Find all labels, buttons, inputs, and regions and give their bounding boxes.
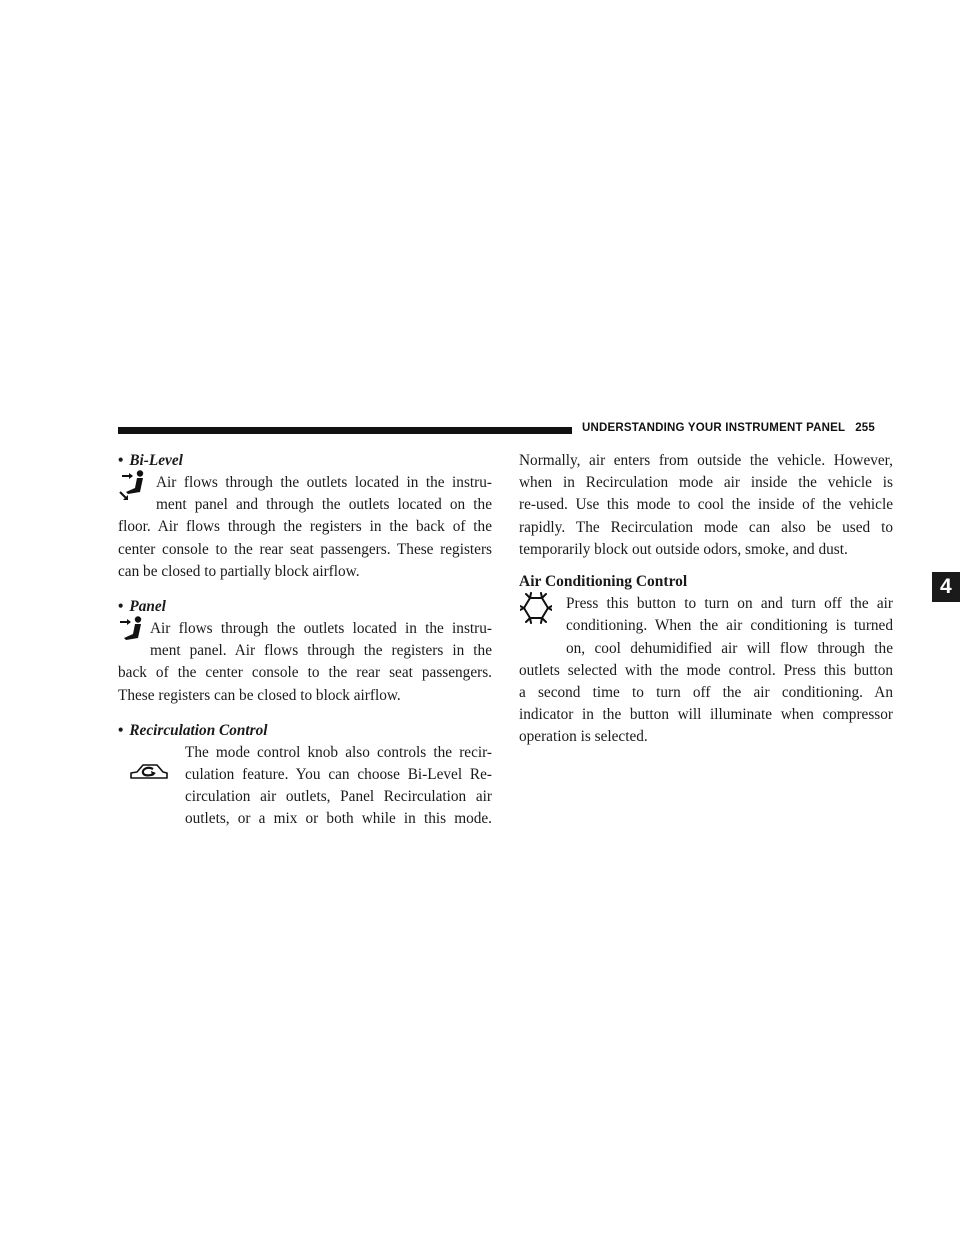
- ac-line-6: indicator in the button will illuminate when compressor: [519, 706, 893, 724]
- recirculation-car-icon: [128, 760, 170, 784]
- bi-level-line-5: can be closed to partially block airflow.: [118, 562, 360, 580]
- recirculation-heading: • Recirculation Control: [118, 721, 268, 739]
- intro-line-5: temporarily block out outside odors, smoke, and dust.: [519, 540, 848, 558]
- recirculation-line-2: culation feature. You can choose Bi-Level Re-: [185, 766, 492, 784]
- recirculation-line-4: outlets, or a mix or both while in this mode.: [185, 810, 492, 828]
- ac-line-5: a second time to turn off the air conditioning. An: [519, 684, 893, 702]
- intro-line-3: re-used. Use this mode to cool the inside of the vehicle: [519, 496, 893, 514]
- bi-level-line-2: ment panel and through the outlets located on the: [156, 496, 492, 514]
- running-header: [582, 422, 875, 434]
- chapter-tab: 4: [932, 572, 960, 602]
- panel-line-1: Air flows through the outlets located in the instru-: [150, 620, 492, 638]
- recirculation-section: [118, 720, 492, 831]
- recirculation-line-1: The mode control knob also controls the recir-: [185, 743, 492, 761]
- bi-level-line-1: Air flows through the outlets located in the instru-: [156, 474, 492, 491]
- bi-level-section: [118, 450, 492, 583]
- panel-body: [118, 618, 492, 707]
- left-column: [118, 450, 492, 844]
- panel-line-4: These registers can be closed to block airflow.: [118, 686, 401, 704]
- bi-level-line-4: center console to the rear seat passengers. These registers: [118, 540, 492, 558]
- recirculation-body: [118, 742, 492, 831]
- ac-line-2: conditioning. When the air conditioning is turned: [566, 617, 893, 635]
- panel-line-3: back of the center console to the rear seat passengers.: [118, 664, 492, 682]
- header-rule: [118, 427, 572, 434]
- ac-line-3: on, cool dehumidified air will flow through the: [566, 639, 893, 657]
- intro-line-2: when in Recirculation mode air inside the vehicle is: [519, 474, 893, 492]
- panel-section: [118, 596, 492, 707]
- bi-level-airflow-icon: [118, 470, 146, 504]
- ac-line-1: Press this button to turn on and turn off the air: [566, 595, 893, 613]
- panel-airflow-icon: [118, 616, 144, 650]
- bi-level-heading: • Bi-Level: [118, 452, 183, 469]
- header-title: UNDERSTANDING YOUR INSTRUMENT PANEL: [582, 422, 846, 434]
- right-column: [519, 450, 893, 749]
- ac-line-7: operation is selected.: [519, 728, 648, 746]
- page-number: 255: [855, 422, 875, 434]
- ac-body: [519, 593, 893, 748]
- recirculation-line-3: circulation air outlets, Panel Recirculation air: [185, 788, 492, 806]
- ac-line-4: outlets selected with the mode control. Press this button: [519, 661, 893, 679]
- panel-heading: • Panel: [118, 598, 166, 616]
- snowflake-icon: [520, 592, 552, 624]
- intro-line-4: rapidly. The Recirculation mode can also be used to: [519, 518, 893, 536]
- ac-heading: Air Conditioning Control: [519, 573, 688, 591]
- intro-line-1: Normally, air enters from outside the vehicle. However,: [519, 452, 893, 469]
- bi-level-line-3: floor. Air flows through the registers in the back of the: [118, 518, 492, 536]
- bi-level-body: [118, 472, 492, 583]
- recirculation-intro: [519, 450, 893, 561]
- panel-line-2: ment panel. Air flows through the registers in the: [150, 642, 492, 660]
